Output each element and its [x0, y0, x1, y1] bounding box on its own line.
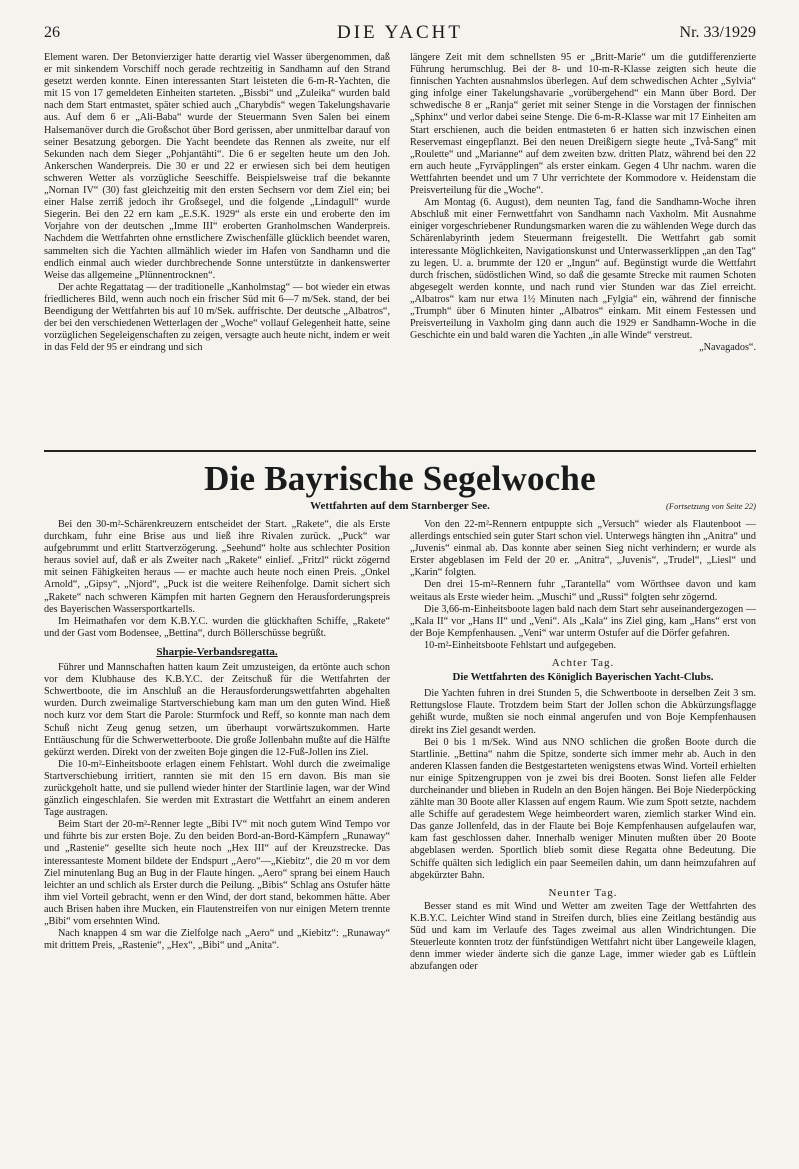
paragraph: 10-m²-Einheitsboote Fehlstart und aufgegeben. — [424, 639, 617, 651]
article-subtitle: Wettfahrten auf dem Starnberger See. — [310, 500, 490, 512]
column-right-top — [410, 52, 756, 448]
paragraph: Nach knappen 4 sm war die Zielfolge nach „Aero“ und „Kiebitz“: „Runaway“ mit drittem Preis, „Rastenie“, „Hex“, „Bibi“ und „Anita“. — [44, 928, 390, 952]
page-number: 26 — [44, 24, 60, 41]
column-left-bottom — [44, 519, 390, 1169]
paragraph: Am Montag (6. August), dem neunten Tag, fand die Sandhamn-Woche ihren Abschluß mit einer Fernwettfahrt von Sandhamn nach Vaxholm. Mit Ausnahme einiger vorgeschriebener Rundungsmarken waren die zu wählenden Wege durch das Schärenlabyrinth jedem Steuermann freigestellt. Die Wettfahrt gab somit interessante Möglichkeiten, Navigationskunst und Unterwasserklippen „an den Tag“ zu legen. U. a. brummte der 120 er „Ingun“ auf. Begünstigt wurde die Wettfahrt durch frischen, südöstlichen Wind, so daß die gesamte Strecke mit raumen Schoten abgesegelt werden konnte, und nach rund vier Stunden war das Ziel erreicht. „Albatros“ kam nur etwa 1½ Minuten nach „Fylgia“ ein, während der finnische „Trumph“ über 6 Minuten hinter „Albatros“ einkam. Mit einem Festessen und Preisverteilung in Vaxholm ging dann auch die 1929 er Sandhamn-Woche in die Geschichte ein und bald waren die Yachten „in alle Winde“ verstreut. — [410, 197, 756, 342]
paragraph: Den drei 15-m²-Rennern fuhr „Tarantella“ vom Wörthsee davon und kam weitaus als Erste wieder heim. „Muschi“ und „Russi“ folgten sehr zögernd. — [410, 579, 756, 603]
page-header — [44, 18, 756, 52]
paragraph: Element waren. Der Betonvierziger hatte derartig viel Wasser übergenommen, daß er mit sinkendem Vorschiff noch gerade rechtzeitig in Sandhamn auf den Strand gesetzt werden konnte. Einen interessanten Start leisteten die 6-m-R-Yachten, die mit 15 von 17 gemeldeten Einheiten starteten. „Bissbi“ und „Zuleika“ wurden bald nach dem Start entmastet, später schied auch „Charybdis“ wegen Takelungshavarie aus. Auf dem 6 er „Ali-Baba“ wurde der Steuermann Sven Salen bei einem Halsemanöver durch die Großschot über Bord gerissen, aber unmittelbar darauf von seiner Besatzung geborgen. Die Yacht beendete das Rennen als zweite, nur elf Sekunden nach dem Sieger „Pohjantähti“. Die 6 er segelten heute um den Joh. Ankerschen Wanderpreis. Die 30 er und 22 er erwiesen sich bei dem heutigen schweren Wetter als vorzügliche Seeschiffe. Beispielsweise traf die bekannte „Nornan IV“ (30) fast gleichzeitig mit den ersten Sechsern vor dem Ziel ein; bei einer Halse zerriß jedoch ihr Großsegel, und die folgende „Lindagull“ wurde Siegerin. Bei den 22 ern kam „E.S.K. 1929“ als erste ein und eroberte den im Vorjahre von der deutschen „Imme III“ eroberten Granholmschen Wanderpreis. Nachdem die Wettfahrten ohne ernstlichere Zwischenfälle glücklich beendet waren, sammelten sich die Yachten allmählich wieder im Hafen von Sandhamn und die endlich einmal auch wieder durchbrechende Sonne unterstützte in dankenswerter Weise das allgemeine „Plünnentrocknen“. — [44, 52, 390, 281]
paragraph: Von den 22-m²-Rennern entpuppte sich „Versuch“ wieder als Flautenboot — allerdings entschied sein guter Start schon viel. Unterwegs hängten ihn „Anitra“ und „Juvenis“ einmal ab. Das konnte aber seinen Sieg nicht verhindern; er wurde als Erster abgeblasen im Feld der 20 er. „Anitra“, „Juvenis“, „Trudel“, „Liesl“ und „Karin“ folgten. — [410, 519, 756, 579]
column-right-bottom — [410, 519, 756, 1169]
section-heading-day8: Achter Tag. — [551, 657, 615, 670]
subtitle-row — [44, 500, 756, 516]
section-heading-sharpie: Sharpie-Verbandsregatta. — [156, 645, 278, 658]
issue-number: Nr. 33/1929 — [679, 24, 756, 41]
paragraph: Im Heimathafen vor dem K.B.Y.C. wurden die glückhaften Schiffe, „Rakete“ und der Gast vom Bodensee, „Bettina“, durch Böllerschüsse begrüßt. — [44, 615, 390, 639]
paragraph: Die Yachten fuhren in drei Stunden 5, die Schwertboote in derselben Zeit 3 sm. Rettungslose Flaute. Trotzdem beim Start der Jollen schon die Abkürzungsflagge gehißt wurde, mußten sie noch einmal angerufen und von Boje Kempfenhausen direkt ins Ziel gesandt werden. — [410, 688, 756, 736]
paragraph: Die 3,66-m-Einheitsboote lagen bald nach dem Start sehr auseinandergezogen — „Kala II“ vor „Hans II“ und „Veni“. Als „Kala“ ins Ziel ging, kam „Hans“ erst von der Boje Kempfenhausen. „Veni“ war unterm Ostufer auf die Dörfer gefahren. — [410, 603, 756, 639]
masthead: DIE YACHT — [336, 22, 464, 43]
section-divider — [44, 450, 756, 452]
article-title: Die Bayrische Segelwoche — [204, 459, 596, 498]
column-left-top — [44, 52, 390, 448]
article-columns — [44, 519, 756, 1169]
paragraph: Führer und Mannschaften hatten kaum Zeit umzusteigen, da ertönte auch schon vor dem Klubhause des K.B.Y.C. der Zeitschuß für die Wettfahrten der Schwertboote, die im Anschluß an die Herausforderungswettfahrten abgehalten wurden. Durch zweimalige Startverschiebung kam man um den guten Wind. Hieß noch kurz vor dem Start die Parole: Sturmfock und Reff, so konnte man nach dem Schuß nicht Zeug genug setzen, um überhaupt vorwärtszukommen. Harte Enttäuschung für die Schwerwetterboote. Die große Jollenbahn mußte auf die Hälfte gekürzt werden. Direkt von der zweiten Boje gingen die 12-Fuß-Jollen ins Ziel. — [44, 662, 390, 758]
author-signature: „Navagados“. — [699, 342, 756, 354]
paragraph: Besser stand es mit Wind und Wetter am zweiten Tage der Wettfahrten des K.B.Y.C. Leichter Wind stand in Streifen durch, blies eine Zeitlang beständig aus Süd und kam im Verlaufe des Tages zweimal aus allen Windrichtungen. Die Steuerleute konnten trotz der fünfstündigen Wettfahrt nicht über Langeweile klagen, denn immer wieder änderte sich die ganze Lage, immer wieder gab es Lüftlein abzufangen oder — [410, 900, 756, 973]
section-heading-day9: Neunter Tag. — [548, 886, 618, 899]
previous-article-columns — [44, 52, 756, 448]
paragraph: längere Zeit mit dem schnellsten 95 er „Britt-Marie“ um die gutdifferenzierte Führung herumschlug. Bei der 8- und 10-m-R-Klasse zeigten sich heute die finnischen Yachten ausnahmslos überlegen. Auf dem schwedischen Achter „Sylvia“ ging infolge einer Takelungshavarie „vorübergehend“ ein Mann über Bord. Der schwedische 8 er „Ranja“ geriet mit seiner Stenge in die Vorstagen der finnischen „Sphinx“ und verlor dabei seine Stenge. Die 6-m-R-Klasse war mit 17 Einheiten am Start erschienen, auch die beiden entmasteten 6 er hatten sich inzwischen einen Reservemast eingepflanzt. Bei den neuen Dreißigern siegte heute „Två-Sang“ mit „Roulette“ und „Marianne“ auf dem zweiten bzw. dritten Platz, während bei den 22 ern auch heute „Fyrväpplingen“ als erster einkam. Gegen 4 Uhr nachm. waren die Wettfahrten beendet und um 7 Uhr verrichtete der Kommodore v. Heidenstam die Preisverteilung für die „Woche“. — [410, 52, 756, 197]
paragraph: Bei den 30-m²-Schärenkreuzern entscheidet der Start. „Rakete“, die als Erste durchkam, fuhr eine Brise aus und ließ ihre Rivalen zurück. „Puck“ war aufgebrummt und erlitt Startverzögerung. „Seehund“ holte aus schlechter Position heraus soviel auf, daß er als Zweiter nach „Rakete“ einlief. „Fritzl“ rückt zögernd mit seinen Fähigkeiten heraus — er machte auch heute noch einen Preis. „Onkel Arnold“, „Gipsy“, „Njord“, „Puck ist die weitere Reihenfolge. Damit sichert sich „Rakete“ nach schweren Kämpfen mit harten Gegnern den Herausforderungspreis des Bayerischen Wassersportkartells. — [44, 519, 390, 615]
paragraph: Beim Start der 20-m²-Renner legte „Bibi IV“ mit noch gutem Wind Tempo vor und führte bis zur ersten Boje. Zu den beiden Bord-an-Bord-Kämpfern „Runaway“ und „Rastenie“ gesellte sich heute noch „Hex III“ auf der Kreuzstrecke. Das interessanteste Moment bildete der Endspurt „Aero“—„Kiebitz“, die 20 m vor dem Ziel minutenlang Bug an Bug in der Flaute hingen. „Aero“ sprang bei einem Hauch leichter an und schlich als Erster durch die Peilung. „Bibis“ Schlag ans Ostufer hätte ihm viel Vorteil gebracht, wenn er den Wind, der dort stand, bekommen hätte. Aber auch Brisen haben ihre Mucken, ein Flautenstreifen von nur einigen Metern trennte „Bibi“ vom ersehnten Wind. — [44, 819, 390, 927]
paragraph: Bei 0 bis 1 m/Sek. Wind aus NNO schlichen die großen Boote durch die Startlinie. „Bettina“ nahm die Spitze, sonderte sich immer mehr ab. Auch in den anderen Klassen fanden die Bestgestarteten wenigstens etwas Wind. Vorteil erhielten nur einige Spitzengruppen von je zwei bis drei Booten. Sonst liefen alle Felder durcheinander und blieben in Rudeln an den Bojen hängen. Bei Boje Niederpöcking zählte man 30 Boote aller Klassen auf engem Raum. Wie zum Spott setzte, nachdem alle Schiffe auf geradestem Wege heimbeordert waren, ziemlich starker Wind ein. Das ganze Jollenfeld, das in der Flaute bei Boje Kempfenhausen aufgelaufen war, kam fast geschlossen daher. Innerhalb weniger Minuten mußten über 20 Boote abgeblasen werden. Sportlich blieb somit diese Regatta ohne Bedeutung. Die Schiffe quälten sich lediglich ein paar Seemeilen dahin, um dann heimzufahren auf abgekürzter Bahn. — [410, 736, 756, 881]
paragraph: Die 10-m²-Einheitsboote erlagen einem Fehlstart. Wohl durch die zweimalige Startverschiebung irritiert, rannten sie mit den 15 ern davon. Bis man sie zurückgeholt hatte, und sie pullend wieder hinter der Startlinie lagen, war der Wind gänzlich eingeschlafen. Sie werden mit Extrastart die Wettfahrt an einem anderen Tage austragen. — [44, 758, 390, 819]
magazine-page — [44, 18, 756, 1169]
paragraph: Der achte Regattatag — der traditionelle „Kanholmstag“ — bot wieder ein etwas friedlicheres Bild, wenn auch noch ein frischer Süd mit 6—7 m/Sek. stand, der bei Beendigung der Wettfahrten bis auf 10 m/Sek. auffrischte. Der deutsche „Albatros“, der bei den verschiedenen Wetterlagen der „Woche“ vollauf Gelegenheit hatte, seine vorzüglichen Segeleigenschaften zu zeigen, versagte auch heute nicht, indem er weit in das Feld der 95 er eindrang und sich — [44, 281, 390, 354]
continuation-note: (Fortsetzung von Seite 22) — [666, 501, 756, 511]
section-subheading-kbyc: Die Wettfahrten des Königlich Bayerischen Yacht-Clubs. — [452, 671, 714, 684]
